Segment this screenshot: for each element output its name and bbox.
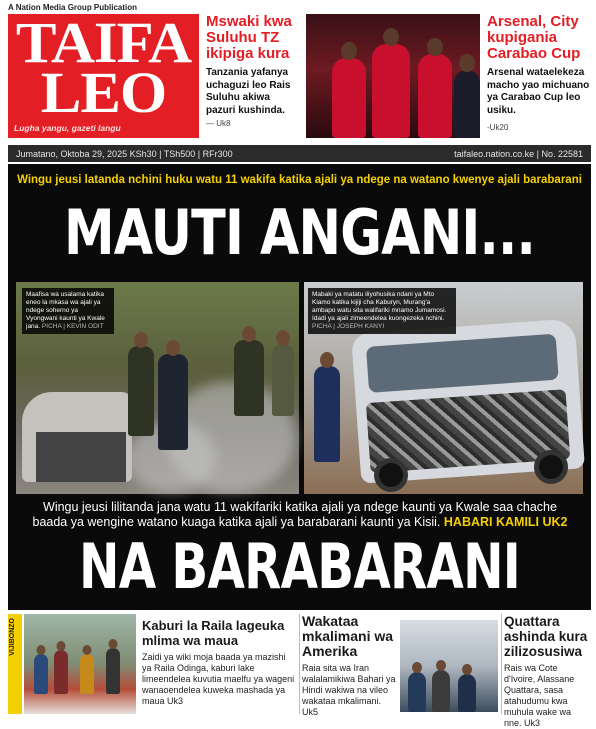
story-body: Rais wa Cote d'Ivoire, Alassane Quattara, sasa atahudumu kwa muhula wake wa nne. Uk3 — [504, 663, 575, 728]
lead-kicker: Wingu jeusi latanda nchini huku watu 11 wakifa katika ajali ya ndege na watano kwenye ajali barabarani — [17, 174, 582, 186]
photo-caption-right: Mabaki ya matatu iliyohusika ndani ya Mto Kiamo katika kijiji cha Kaburyn, Murang'a ambapo watu sita walifariki mnamo Jumamosi. Idadi ya ajali zimeendelea kuongezeka nchini. PICHA | JOSEPH KANYI — [308, 288, 456, 334]
lead-headline-second: NA BARABARANI — [79, 530, 520, 603]
story-body: Raia sita wa Iran walalamikiwa Bahari ya Hindi wakiwa na vileo wakataa mkalimani. Uk5 — [302, 663, 396, 717]
player-figure — [454, 70, 480, 138]
grave-flowers-photo — [24, 614, 136, 714]
logo-top-word: TAIFA — [15, 10, 192, 75]
website-issue-number[interactable]: taifaleo.nation.co.ke | No. 22581 — [454, 148, 583, 159]
lead-story[interactable] — [8, 164, 591, 610]
story-body: Zaidi ya wiki moja baada ya mazishi ya Raila Odinga, kaburi lake limeendelea kuvutia maelfu ya wageni wanaoendelea kuweka mashada ya maua Uk3 — [142, 652, 295, 706]
read-more-link[interactable]: HABARI KAMILI UK2 — [443, 515, 568, 529]
matatu-wreck-photo — [304, 282, 583, 494]
van-wheel — [374, 458, 408, 492]
section-tag: VIJIBONZO — [8, 614, 22, 714]
teaser-page-ref: -Uk20 — [487, 123, 509, 132]
lead-headline: MAUTI ANGANI... — [63, 196, 536, 269]
story-headline: Wakataa mkalimani wa Amerika — [302, 613, 394, 659]
plane-crash-photo — [16, 282, 299, 494]
story-iran-sailors[interactable] — [302, 614, 398, 718]
logo-slogan: Lugha yangu, gazeti langu — [14, 123, 121, 133]
publisher-line: A Nation Media Group Publication — [8, 3, 138, 12]
van-wheel — [534, 450, 568, 484]
issue-date-price: Jumatano, Oktoba 29, 2025 KSh30 | TSh500 | RFr300 — [16, 148, 233, 159]
story-ouattara[interactable] — [504, 614, 591, 729]
player-figure — [418, 54, 452, 138]
player-figure — [332, 58, 366, 138]
teaser-page-ref: — Uk8 — [206, 119, 231, 128]
officer-figure — [128, 346, 154, 436]
courtroom-photo — [400, 620, 498, 712]
story-headline: Kaburi la Raila lageuka mlima wa maua — [142, 618, 285, 648]
newspaper-logo[interactable] — [8, 10, 199, 138]
player-figure — [372, 44, 410, 138]
photo-credit: PICHA | KEVIN ODIT — [41, 323, 104, 330]
teaser-body: Tanzania yafanya uchaguzi leo Rais Suluhu akiwa pazuri kushinda. — [206, 67, 291, 116]
teaser-headline: Mswaki kwa Suluhu TZ ikipiga kura — [206, 13, 292, 62]
teaser-carabao[interactable] — [487, 14, 591, 138]
firefighter-figure — [158, 354, 188, 450]
officer-figure — [272, 344, 294, 416]
onlooker-figure — [314, 366, 340, 462]
lead-summary: Wingu jeusi lilitanda jana watu 11 wakifariki katika ajali ya ndege kaunti ya Kwale saa chache baada ya wengine watano kuaga katika ajali ya barabarani kaunti ya Kisii. HABARI KAMILI UK2 — [32, 500, 568, 529]
date-price-bar — [8, 145, 591, 162]
story-headline: Quattara ashinda kura zilizosusiwa — [504, 614, 588, 659]
officer-figure — [234, 340, 264, 416]
teaser-body: Arsenal wataelekeza macho yao michuano ya Carabao Cup leo usiku. — [487, 67, 590, 116]
bottom-stories — [8, 613, 591, 728]
photo-caption-left: Maafisa wa usalama katika eneo la mkasa wa ajali ya ndege soherno ya Vyongwani kaunti ya Kwale jana. PICHA | KEVIN ODIT — [22, 288, 114, 334]
football-photo — [306, 14, 480, 138]
logo-bottom-word: LEO — [40, 60, 167, 125]
teaser-headline: Arsenal, City kupigania Carabao Cup — [487, 13, 581, 62]
teaser-tanzania[interactable] — [206, 14, 302, 138]
story-raila-grave[interactable] — [142, 618, 296, 707]
photo-credit: PICHA | JOSEPH KANYI — [312, 323, 385, 330]
